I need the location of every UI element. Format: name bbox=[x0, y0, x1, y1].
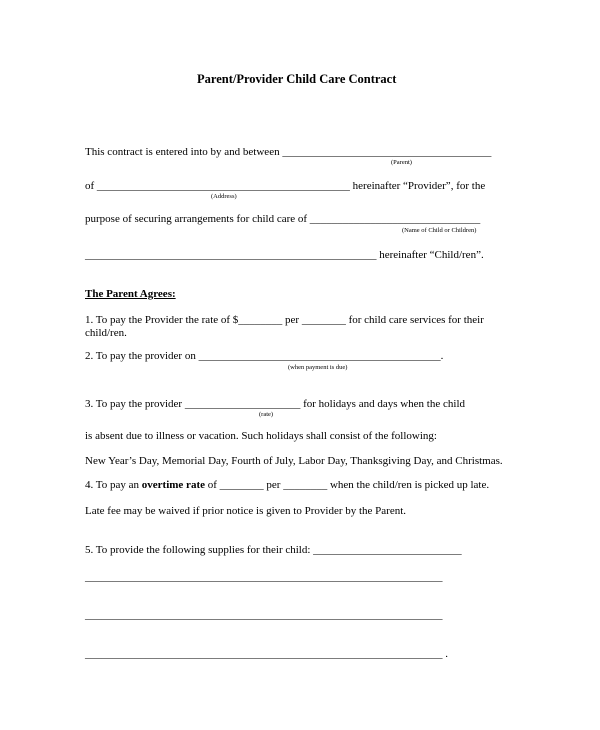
item-4-post: of ________ per ________ when the child/ren is picked up late. bbox=[205, 479, 490, 491]
label-parent: (Parent) bbox=[391, 159, 412, 166]
item-3-line-2: is absent due to illness or vacation. Such holidays shall consist of the following: bbox=[85, 430, 437, 442]
overtime-rate-emphasis: overtime rate bbox=[141, 479, 205, 491]
document-title: Parent/Provider Child Care Contract bbox=[197, 72, 397, 86]
supplies-blank-line-2: _________________________________________________________________ bbox=[85, 609, 443, 621]
intro-line-2: of ______________________________________________ hereinafter “Provider”, for the bbox=[85, 180, 486, 192]
late-fee-note: Late fee may be waived if prior notice is given to Provider by the Parent. bbox=[85, 505, 407, 517]
item-2-line: 2. To pay the provider on ____________________________________________. bbox=[85, 350, 444, 362]
label-payment-due: (when payment is due) bbox=[288, 364, 348, 371]
label-child: (Name of Child or Children) bbox=[402, 227, 477, 234]
item-1-line-2: child/ren. bbox=[85, 327, 127, 339]
section-heading: The Parent Agrees: bbox=[85, 288, 176, 300]
intro-line-1: This contract is entered into by and between ______________________________________ bbox=[85, 146, 492, 158]
supplies-blank-line-3: _________________________________________________________________ . bbox=[85, 648, 448, 660]
holidays-list: New Year’s Day, Memorial Day, Fourth of July, Labor Day, Thanksgiving Day, and Christmas. bbox=[85, 455, 503, 467]
label-rate: (rate) bbox=[259, 411, 274, 418]
item-4-pre: 4. To pay an bbox=[85, 479, 142, 491]
item-5-line: 5. To provide the following supplies for their child: ___________________________ bbox=[85, 544, 462, 556]
intro-line-3: purpose of securing arrangements for child care of _______________________________ bbox=[85, 213, 481, 225]
intro-line-4: _____________________________________________________ hereinafter “Child/ren”. bbox=[85, 249, 484, 261]
item-3-line-1: 3. To pay the provider _____________________ for holidays and days when the child bbox=[85, 398, 465, 410]
label-address: (Address) bbox=[211, 193, 237, 200]
supplies-blank-line-1: _________________________________________________________________ bbox=[85, 571, 443, 583]
item-4-line bbox=[85, 479, 489, 492]
item-1-line-1: 1. To pay the Provider the rate of $________ per ________ for child care services for their bbox=[85, 314, 484, 326]
